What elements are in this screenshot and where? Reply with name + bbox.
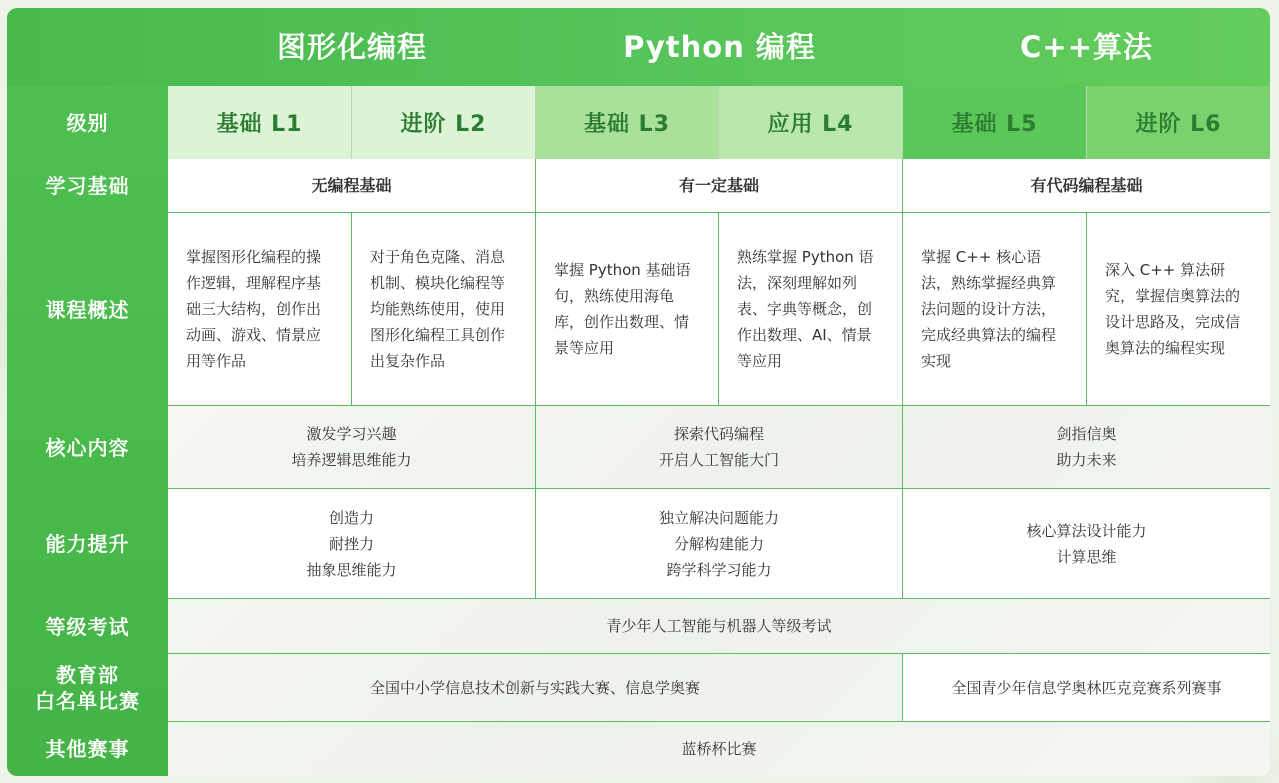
core-line: 开启人工智能大门 <box>658 451 779 469</box>
overview-text: 对于角色克隆、消息机制、模块化编程等均能熟练使用，使用图形化编程工具创作出复杂作品 <box>370 248 506 370</box>
ability-cell-scratch <box>168 489 536 599</box>
whitelist-cell-cpp <box>903 654 1270 722</box>
row-label-ability: 能力提升 <box>45 532 130 556</box>
core-cell-cpp <box>903 406 1270 489</box>
track-title-python: Python 编程 <box>623 30 816 64</box>
level-l2: 进阶 L2 <box>352 86 536 159</box>
level-l3: 基础 L3 <box>536 86 719 159</box>
overview-text: 熟练掌握 Python 语法，深刻理解如列表、字典等概念，创作出数理、AI、情景等应用 <box>737 248 874 370</box>
track-title-cpp: C++算法 <box>1020 30 1153 64</box>
exam-cell <box>168 599 1270 654</box>
overview-cell-l6 <box>1087 213 1270 406</box>
overview-text: 掌握 C++ 核心语法，熟练掌握经典算法问题的设计方法，完成经典算法的编程实现 <box>921 248 1057 370</box>
overview-cell-l5 <box>903 213 1087 406</box>
basis-cell-cpp <box>903 159 1270 213</box>
row-label-overview: 课程概述 <box>45 297 130 322</box>
ability-line: 抽象思维能力 <box>306 560 397 579</box>
whitelist-cell-main <box>168 654 903 722</box>
core-line: 剑指信奥 <box>1056 425 1117 443</box>
basis-text: 有代码编程基础 <box>1030 175 1143 195</box>
level-l4: 应用 L4 <box>719 86 903 159</box>
row-label-core: 核心内容 <box>45 435 130 460</box>
overview-cell-l2 <box>352 213 536 406</box>
row-label-level: 级别 <box>66 110 109 135</box>
whitelist-text: 全国中小学信息技术创新与实践大赛、信息学奥赛 <box>369 678 700 697</box>
core-line: 助力未来 <box>1056 451 1117 469</box>
level-l1: 基础 L1 <box>168 86 352 159</box>
basis-text: 无编程基础 <box>311 175 392 195</box>
overview-text: 深入 C++ 算法研究，掌握信奥算法的设计思路及，完成信奥算法的编程实现 <box>1105 261 1241 357</box>
basis-cell-scratch <box>168 159 536 213</box>
row-label-basis: 学习基础 <box>45 174 130 198</box>
ability-line: 耐挫力 <box>328 534 374 553</box>
overview-cell-l3 <box>536 213 719 406</box>
ability-line: 独立解决问题能力 <box>658 508 779 527</box>
ability-line: 跨学科学习能力 <box>666 560 772 579</box>
whitelist-text: 全国青少年信息学奥林匹克竞赛系列赛事 <box>951 678 1222 697</box>
level-l6: 进阶 L6 <box>1087 86 1270 159</box>
core-cell-scratch <box>168 406 536 489</box>
ability-cell-cpp <box>903 489 1270 599</box>
other-text: 蓝桥杯比赛 <box>681 740 757 758</box>
core-line: 探索代码编程 <box>673 425 764 443</box>
overview-cell-l4 <box>719 213 903 406</box>
overview-text: 掌握 Python 基础语句，熟练使用海龟库，创作出数理、情景等应用 <box>554 261 691 357</box>
level-l5: 基础 L5 <box>903 86 1087 159</box>
overview-cell-l1 <box>168 213 352 406</box>
other-cell <box>168 722 1270 776</box>
ability-line: 计算思维 <box>1056 547 1117 566</box>
row-label-other: 其他赛事 <box>45 737 130 761</box>
exam-text: 青少年人工智能与机器人等级考试 <box>606 617 832 635</box>
row-label-exam: 等级考试 <box>45 614 130 639</box>
ability-cell-python <box>536 489 903 599</box>
basis-cell-python <box>536 159 903 213</box>
overview-text: 掌握图形化编程的操作逻辑，理解程序基础三大结构，创作出动画、游戏、情景应用等作品 <box>186 248 322 370</box>
ability-line: 分解构建能力 <box>673 534 764 553</box>
course-table <box>7 8 1270 776</box>
core-line: 激发学习兴趣 <box>306 425 397 443</box>
ability-line: 创造力 <box>328 508 374 527</box>
track-title-scratch: 图形化编程 <box>276 30 427 64</box>
core-cell-python <box>536 406 903 489</box>
ability-line: 核心算法设计能力 <box>1026 521 1147 540</box>
row-label-whitelist: 教育部 白名单比赛 <box>35 663 140 713</box>
basis-text: 有一定基础 <box>678 175 759 195</box>
core-line: 培养逻辑思维能力 <box>291 451 412 469</box>
